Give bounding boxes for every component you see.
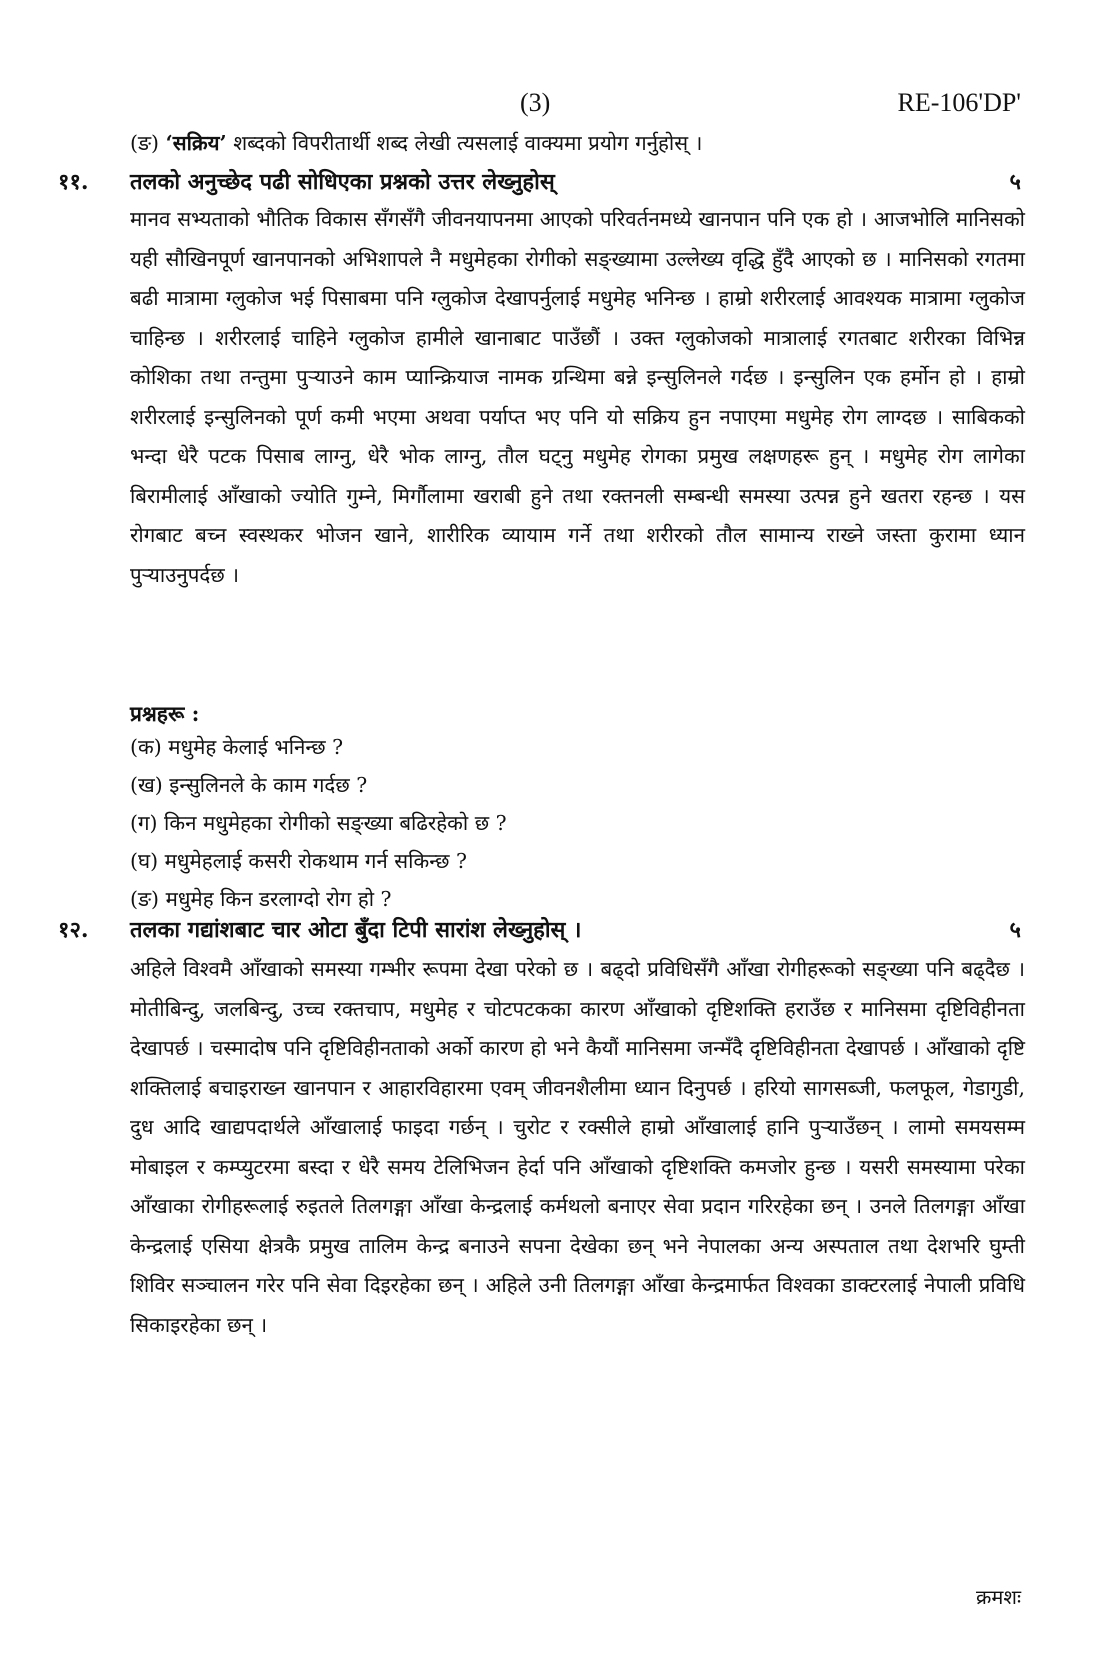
sub-question: (ङ) मधुमेह किन डरलाग्दो रोग हो ? [130, 887, 392, 911]
continued-label: क्रमशः [976, 1585, 1021, 1609]
sub-question: (ग) किन मधुमेहका रोगीको सङ्ख्या बढिरहेको छ ? [130, 811, 507, 835]
question-number: ११. [58, 169, 89, 195]
question-12-heading [58, 914, 1021, 946]
item-text: शब्दको विपरीतार्थी शब्द लेखी त्यसलाई वाक्यमा प्रयोग गर्नुहोस् । [233, 131, 703, 155]
question-number: १२. [58, 917, 89, 943]
questions-heading: प्रश्नहरू : [130, 701, 200, 726]
keyword: ‘सक्रिय’ [165, 131, 227, 155]
question-marks: ५ [1009, 169, 1021, 195]
question-title: तलका गद्यांशबाट चार ओटा बुँदा टिपी सारांश लेख्नुहोस् । [130, 917, 582, 943]
paper-code: RE-106'DP' [897, 88, 1021, 117]
sub-question: (घ) मधुमेहलाई कसरी रोकथाम गर्न सकिन्छ ? [130, 849, 467, 873]
item-label: (ङ) [130, 131, 160, 155]
sub-question: (ख) इन्सुलिनले के काम गर्दछ ? [130, 773, 368, 797]
question-marks: ५ [1009, 917, 1021, 943]
question-11-heading [58, 166, 1021, 198]
sub-question: (क) मधुमेह केलाई भनिन्छ ? [130, 735, 344, 759]
question-12-passage: अहिले विश्वमै आँखाको समस्या गम्भीर रूपमा देखा परेको छ । बढ्दो प्रविधिसँगै आँखा रोगीहरूको सङ्ख्या पनि बढ्दैछ । मोतीबिन्दु, जलबिन्दु, उच्च रक्तचाप, मधुमेह र चोटपटकका कारण आँखाको दृष्टिशक्ति हराउँछ र मानिसमा दृष्टिविहीनता देखापर्छ । चस्मादोष पनि दृष्टिविहीनताको अर्को कारण हो भने कैयौं मानिसमा जन्मँदै दृष्टिविहीनता देखापर्छ । आँखाको दृष्टि शक्तिलाई बचाइराख्न खानपान र आहारविहारमा एवम् जीवनशैलीमा ध्यान दिनुपर्छ । हरियो सागसब्जी, फलफूल, गेडागुडी, दुध आदि खाद्यपदार्थले आँखालाई फाइदा गर्छन् । चुरोट र रक्सीले हाम्रो आँखालाई हानि पुऱ्याउँछन् । लामो समयसम्म मोबाइल र कम्प्युटरमा बस्दा र धेरै समय टेलिभिजन हेर्दा पनि आँखाको दृष्टिशक्ति कमजोर हुन्छ । यसरी समस्यामा परेका आँखाका रोगीहरूलाई रुइतले तिलगङ्गा आँखा केन्द्रलाई कर्मथलो बनाएर सेवा प्रदान गरिरहेका छन् । उनले तिलगङ्गा आँखा केन्द्रलाई एसिया क्षेत्रकै प्रमुख तालिम केन्द्र बनाउने सपना देखेका छन् भने नेपालका अन्य अस्पताल तथा देशभरि घुम्ती शिविर सञ्चालन गरेर पनि सेवा दिइरहेका छन् । अहिले उनी तिलगङ्गा आँखा केन्द्रमार्फत विश्वका डाक्टरलाई नेपाली प्रविधि सिकाइरहेका छन् । [130, 957, 1025, 1337]
question-title: तलको अनुच्छेद पढी सोधिएका प्रश्नको उत्तर लेख्नुहोस् [130, 169, 555, 195]
page-number: (3) [520, 88, 551, 117]
previous-question-item [130, 128, 1021, 158]
question-11-list [130, 728, 507, 918]
question-11-passage: मानव सभ्यताको भौतिक विकास सँगसँगै जीवनयापनमा आएको परिवर्तनमध्ये खानपान पनि एक हो । आजभोलि मानिसको यही सौखिनपूर्ण खानपानको अभिशापले नै मधुमेहका रोगीको सङ्ख्यामा उल्लेख्य वृद्धि हुँदै आएको छ । मानिसको रगतमा बढी मात्रामा ग्लुकोज भई पिसाबमा पनि ग्लुकोज देखापर्नुलाई मधुमेह भनिन्छ । हाम्रो शरीरलाई आवश्यक मात्रामा ग्लुकोज चाहिन्छ । शरीरलाई चाहिने ग्लुकोज हामीले खानाबाट पाउँछौं । उक्त ग्लुकोजको मात्रालाई रगतबाट शरीरका विभिन्न कोशिका तथा तन्तुमा पुऱ्याउने काम प्यान्क्रियाज नामक ग्रन्थिमा बन्ने इन्सुलिनले गर्दछ । इन्सुलिन एक हर्मोन हो । हाम्रो शरीरलाई इन्सुलिनको पूर्ण कमी भएमा अथवा पर्याप्त भए पनि यो सक्रिय हुन नपाएमा मधुमेह रोग लाग्दछ । साबिकको भन्दा धेरै पटक पिसाब लाग्नु, धेरै भोक लाग्नु, तौल घट्नु मधुमेह रोगका प्रमुख लक्षणहरू हुन् । मधुमेह रोग लागेका बिरामीलाई आँखाको ज्योति गुम्ने, मिर्गौलामा खराबी हुने तथा रक्तनली सम्बन्धी समस्या उत्पन्न हुने खतरा रहन्छ । यस रोगबाट बच्न स्वस्थकर भोजन खाने, शारीरिक व्यायाम गर्ने तथा शरीरको तौल सामान्य राख्ने जस्ता कुरामा ध्यान पुऱ्याउनुपर्दछ । [130, 207, 1025, 587]
